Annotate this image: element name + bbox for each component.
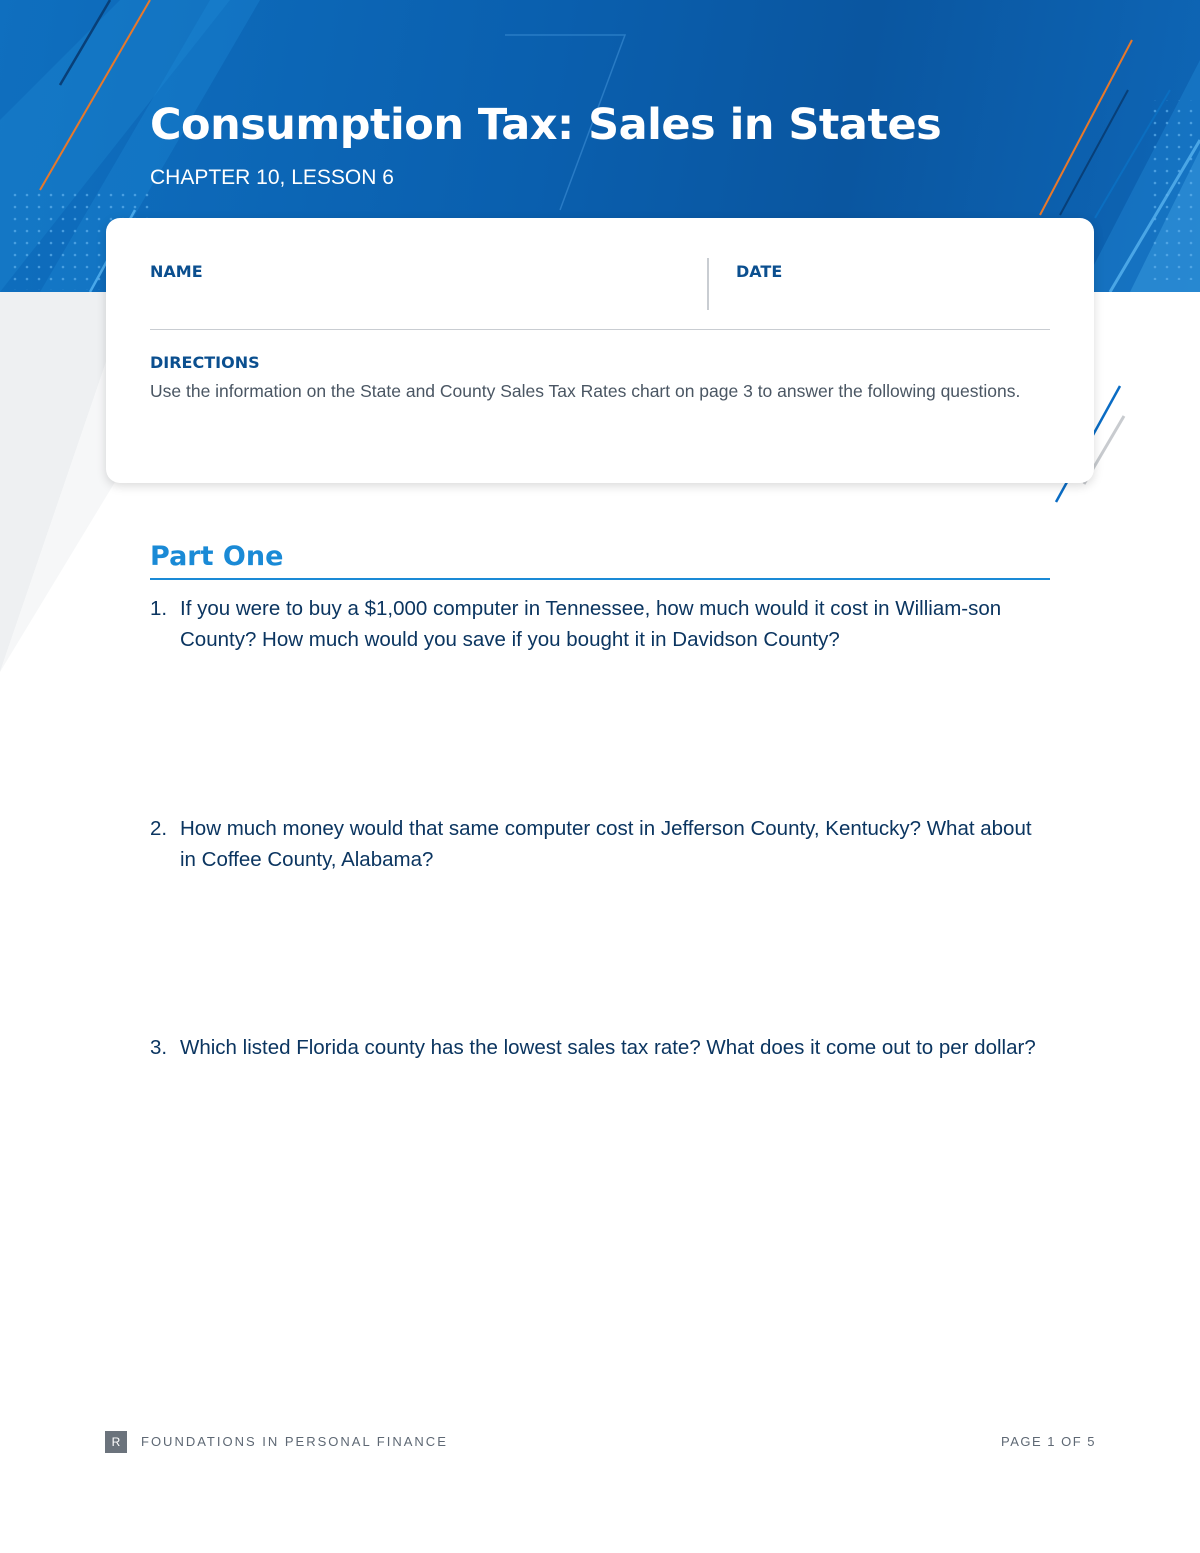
question-number: 3.	[150, 1036, 168, 1059]
question-text: If you were to buy a $1,000 computer in Tennessee, how much would it cost in William-son County? How much would you save if you bought it in Davidson County?	[180, 597, 1002, 651]
card-divider	[150, 329, 1050, 330]
question-text: Which listed Florida county has the lowest sales tax rate? What does it come out to per dollar?	[180, 1036, 1036, 1059]
footer-course-name: FOUNDATIONS IN PERSONAL FINANCE	[141, 1434, 448, 1449]
footer-page-number: PAGE 1 OF 5	[1000, 1434, 1096, 1449]
question-number: 1.	[150, 597, 168, 620]
directions-text: Use the information on the State and County Sales Tax Rates chart on page 3 to answer the following questions.	[150, 381, 1021, 401]
page-title: Consumption Tax: Sales in States	[150, 100, 942, 150]
name-label: NAME	[150, 262, 203, 281]
brand-logo-icon: R	[105, 1431, 127, 1453]
section-title-part-one: Part One	[150, 541, 284, 572]
directions-label: DIRECTIONS	[150, 353, 260, 372]
student-info-card	[106, 218, 1094, 483]
question-text: How much money would that same computer cost in Jefferson County, Kentucky? What about in Coffee County, Alabama?	[180, 817, 1032, 871]
date-label: DATE	[736, 262, 783, 281]
question-number: 2.	[150, 817, 168, 840]
chapter-lesson-subtitle: CHAPTER 10, LESSON 6	[150, 166, 394, 189]
field-divider	[707, 258, 709, 310]
section-rule	[150, 578, 1050, 580]
